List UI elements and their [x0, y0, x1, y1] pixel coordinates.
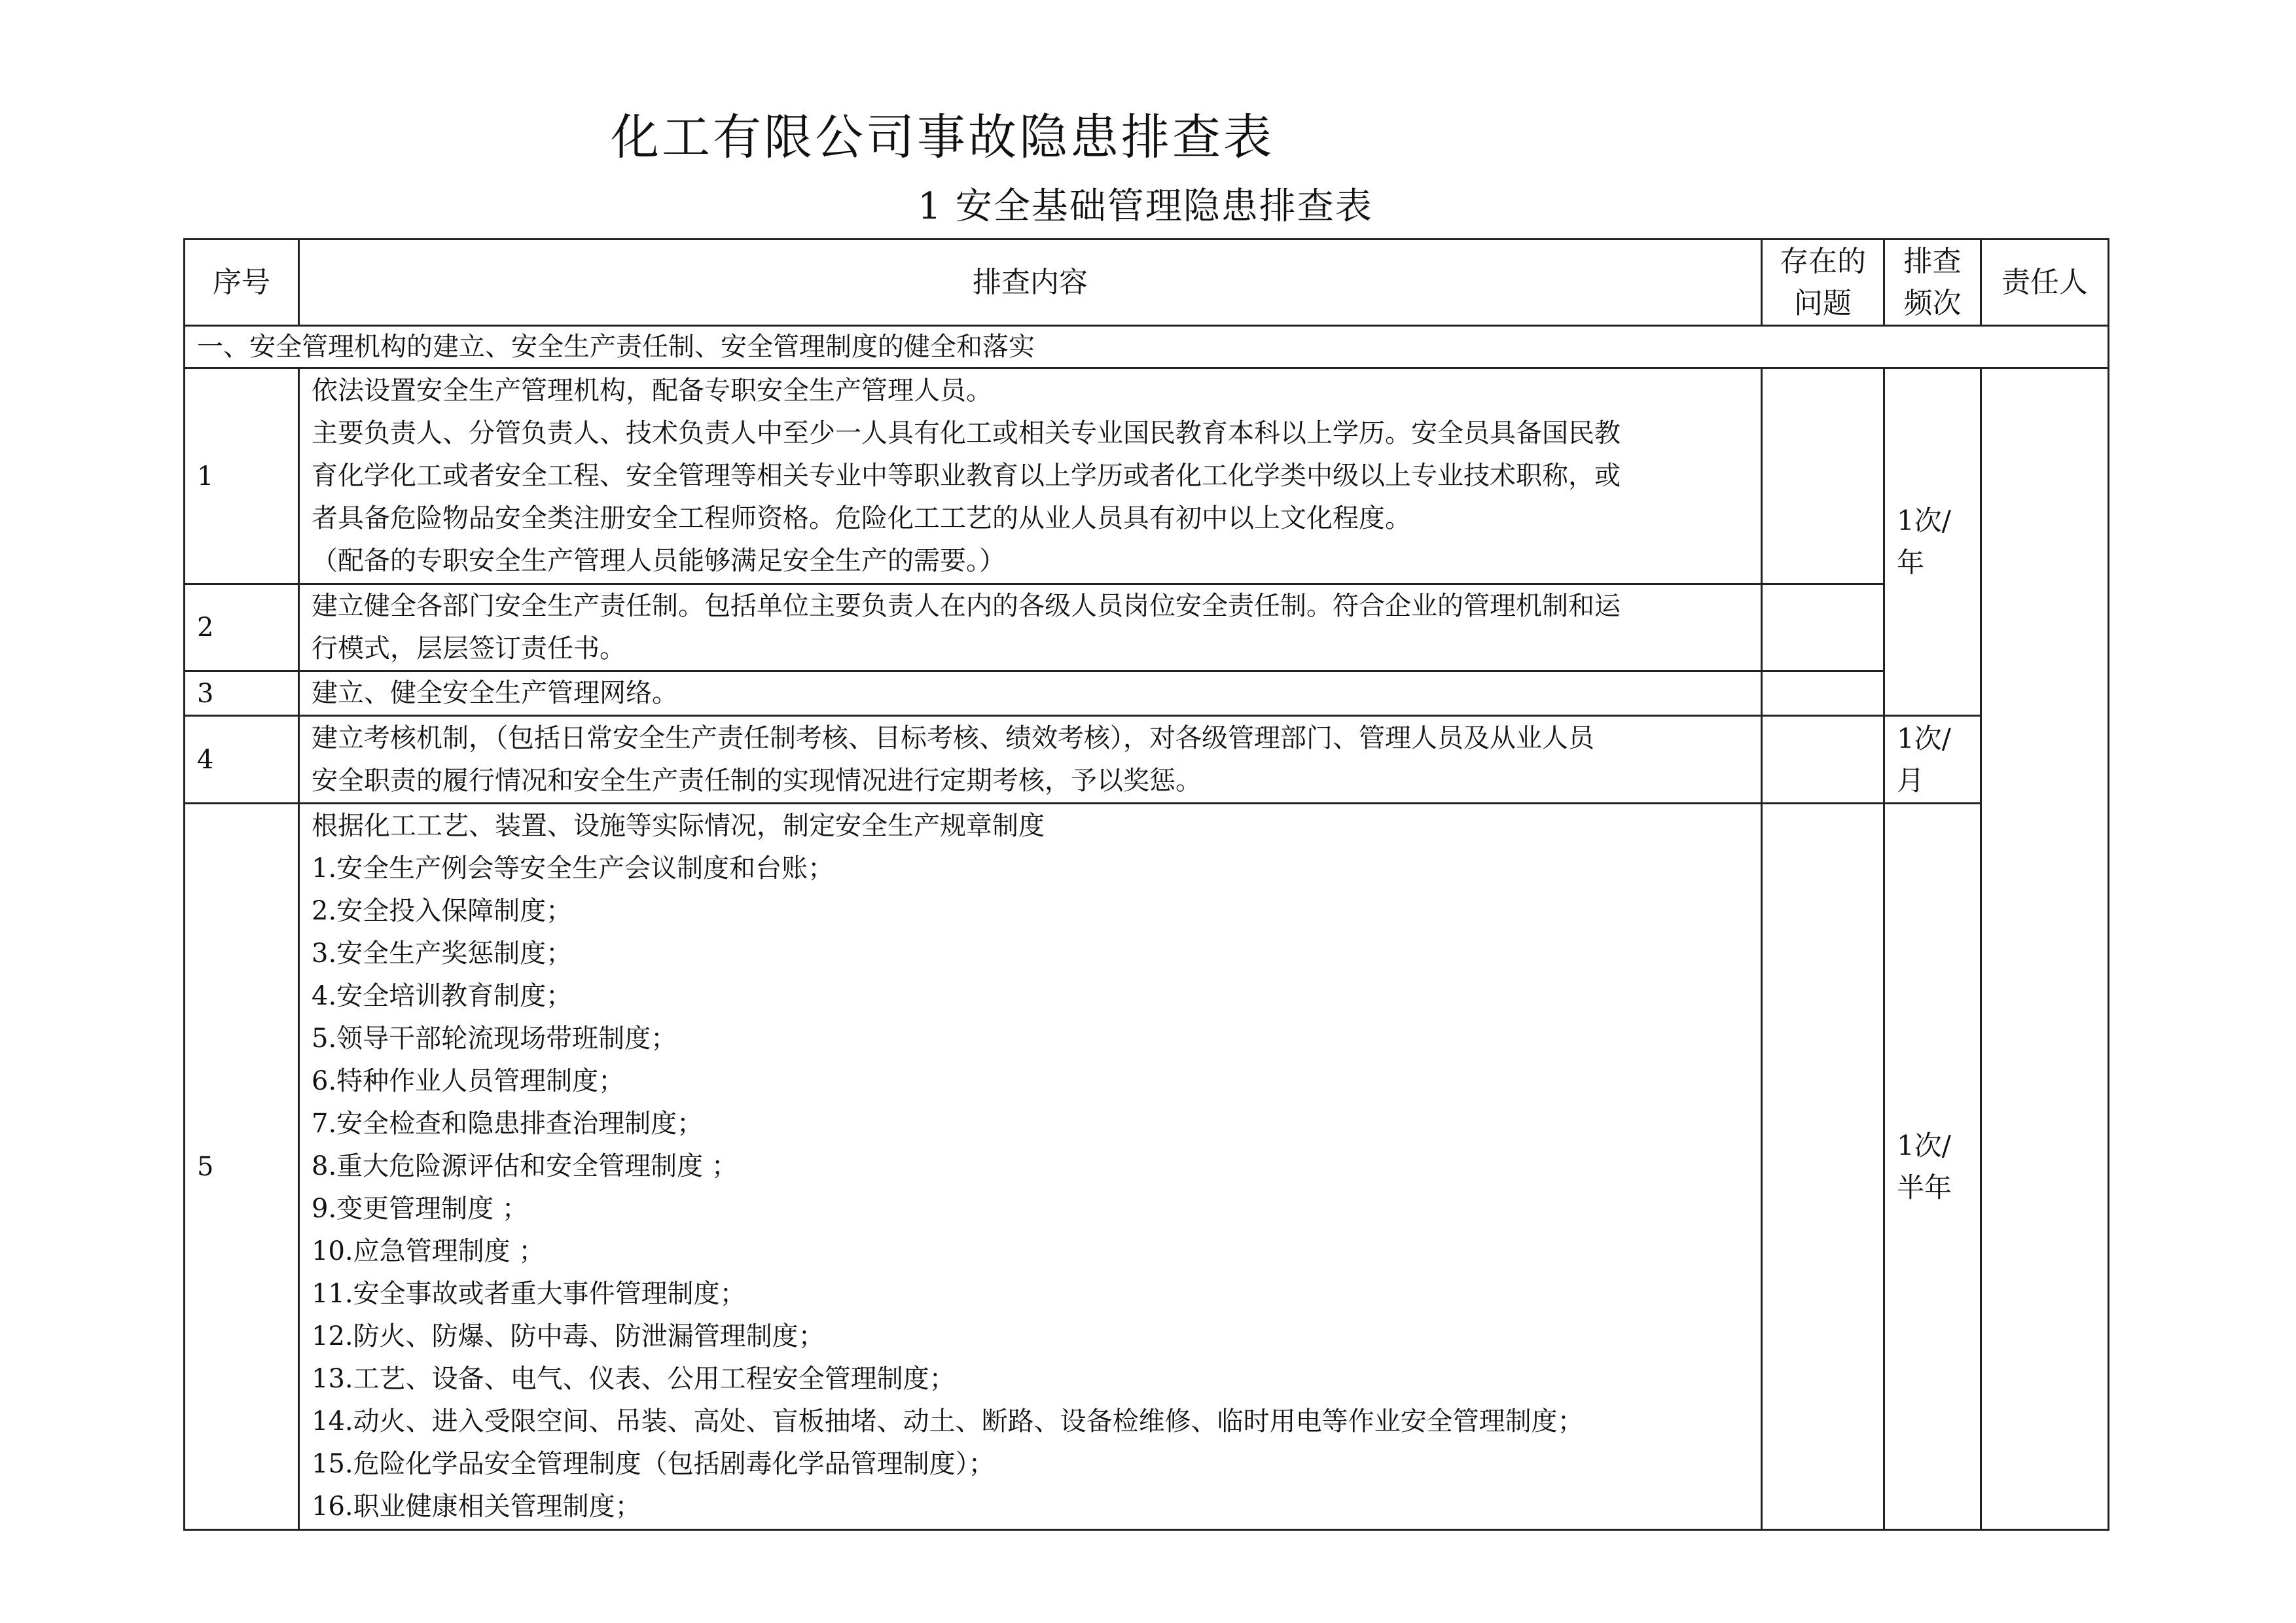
content-line: 3.安全生产奖惩制度； [312, 938, 573, 969]
content-line: 主要负责人、分管负责人、技术负责人中至少一人具有化工或相关专业国民教育本科以上学历。安全员具备国民教 [312, 418, 1621, 448]
row-content [299, 804, 1762, 1530]
row-number: 1 [185, 368, 299, 584]
header-frequency-line-1: 排查 [1903, 244, 1962, 278]
row-content [299, 716, 1762, 804]
frequency-line: 半年 [1897, 1171, 1952, 1204]
problem-cell [1762, 716, 1884, 804]
header-problem-line-1: 存在的 [1780, 244, 1866, 278]
row-number: 2 [185, 584, 299, 671]
content-line: 16.职业健康相关管理制度； [312, 1491, 641, 1522]
content-line: 10.应急管理制度 ； [312, 1236, 545, 1266]
header-problem [1762, 240, 1884, 326]
header-owner: 责任人 [1981, 240, 2109, 326]
frequency-cell [1884, 368, 1981, 716]
problem-cell [1762, 368, 1884, 584]
problem-cell [1762, 671, 1884, 716]
content-line: 2.安全投入保障制度； [312, 896, 573, 926]
table-row [185, 716, 2109, 804]
header-no: 序号 [185, 240, 299, 326]
content-line: 9.变更管理制度 ； [312, 1194, 528, 1224]
content-line: （配备的专职安全生产管理人员能够满足安全生产的需要。） [312, 546, 1005, 576]
content-line: 13.工艺、设备、电气、仪表、公用工程安全管理制度； [312, 1364, 956, 1394]
content-line: 建立健全各部门安全生产责任制。包括单位主要负责人在内的各级人员岗位安全责任制。符合企业的管理机制和运 [312, 591, 1621, 621]
content-line: 8.重大危险源评估和安全管理制度 ； [312, 1151, 738, 1181]
content-line: 11.安全事故或者重大事件管理制度； [312, 1279, 746, 1309]
header-problem-line-2: 问题 [1794, 286, 1852, 320]
row-content [299, 584, 1762, 671]
owner-cell [1981, 368, 2109, 1530]
problem-cell [1762, 804, 1884, 1530]
section-heading: 一、安全管理机构的建立、安全生产责任制、安全管理制度的健全和落实 [185, 326, 2109, 368]
row-number: 3 [185, 671, 299, 716]
table-row [185, 368, 2109, 584]
content-line: 5.领导干部轮流现场带班制度； [312, 1024, 677, 1054]
content-line: 建立、健全安全生产管理网络。 [312, 678, 678, 708]
content-line: 12.防火、防爆、防中毒、防泄漏管理制度； [312, 1321, 825, 1351]
row-number: 5 [185, 804, 299, 1530]
content-line: 15.危险化学品安全管理制度（包括剧毒化学品管理制度）； [312, 1449, 995, 1479]
row-content [299, 368, 1762, 584]
content-line: 依法设置安全生产管理机构，配备专职安全生产管理人员。 [312, 376, 992, 406]
content-line: 行模式，层层签订责任书。 [312, 633, 626, 664]
frequency-cell [1884, 804, 1981, 1530]
content-line: 6.特种作业人员管理制度； [312, 1066, 625, 1096]
header-frequency-line-2: 频次 [1903, 286, 1962, 320]
frequency-line: 年 [1897, 546, 1925, 579]
document-title: 化工有限公司事故隐患排查表 [611, 109, 1274, 166]
problem-cell [1762, 584, 1884, 671]
content-line: 建立考核机制，（包括日常安全生产责任制考核、目标考核、绩效考核），对各级管理部门、管理人员及从业人员 [312, 722, 1594, 753]
hazard-check-table [183, 238, 2109, 1531]
table-row [185, 584, 2109, 671]
content-line: 育化学化工或者安全工程、安全管理等相关专业中等职业教育以上学历或者化工化学类中级以上专业技术职称，或 [312, 461, 1621, 491]
document-subtitle: 1 安全基础管理隐患排查表 [918, 185, 1373, 228]
content-line: 4.安全培训教育制度； [312, 981, 573, 1011]
content-line: 7.安全检查和隐患排查治理制度； [312, 1109, 704, 1139]
table-row [185, 671, 2109, 716]
table-row [185, 804, 2109, 1530]
frequency-line: 1次/ [1897, 505, 1951, 537]
content-line: 14.动火、进入受限空间、吊装、高处、盲板抽堵、动土、断路、设备检维修、临时用电等作业安全管理制度； [312, 1406, 1584, 1436]
content-line: 根据化工工艺、装置、设施等实际情况，制定安全生产规章制度 [312, 811, 1045, 841]
content-line: 1.安全生产例会等安全生产会议制度和台账； [312, 853, 834, 883]
table-header-row [185, 240, 2109, 326]
row-content [299, 671, 1762, 716]
content-line: 安全职责的履行情况和安全生产责任制的实现情况进行定期考核，予以奖惩。 [312, 765, 1202, 796]
frequency-cell [1884, 716, 1981, 804]
frequency-line: 1次/ [1897, 1129, 1951, 1162]
header-content: 排查内容 [299, 240, 1762, 326]
frequency-line: 月 [1897, 764, 1925, 796]
frequency-line: 1次/ [1897, 722, 1951, 755]
content-line: 者具备危险物品安全类注册安全工程师资格。危险化工工艺的从业人员具有初中以上文化程度。 [312, 503, 1411, 533]
header-frequency [1884, 240, 1981, 326]
section-row [185, 326, 2109, 368]
row-number: 4 [185, 716, 299, 804]
